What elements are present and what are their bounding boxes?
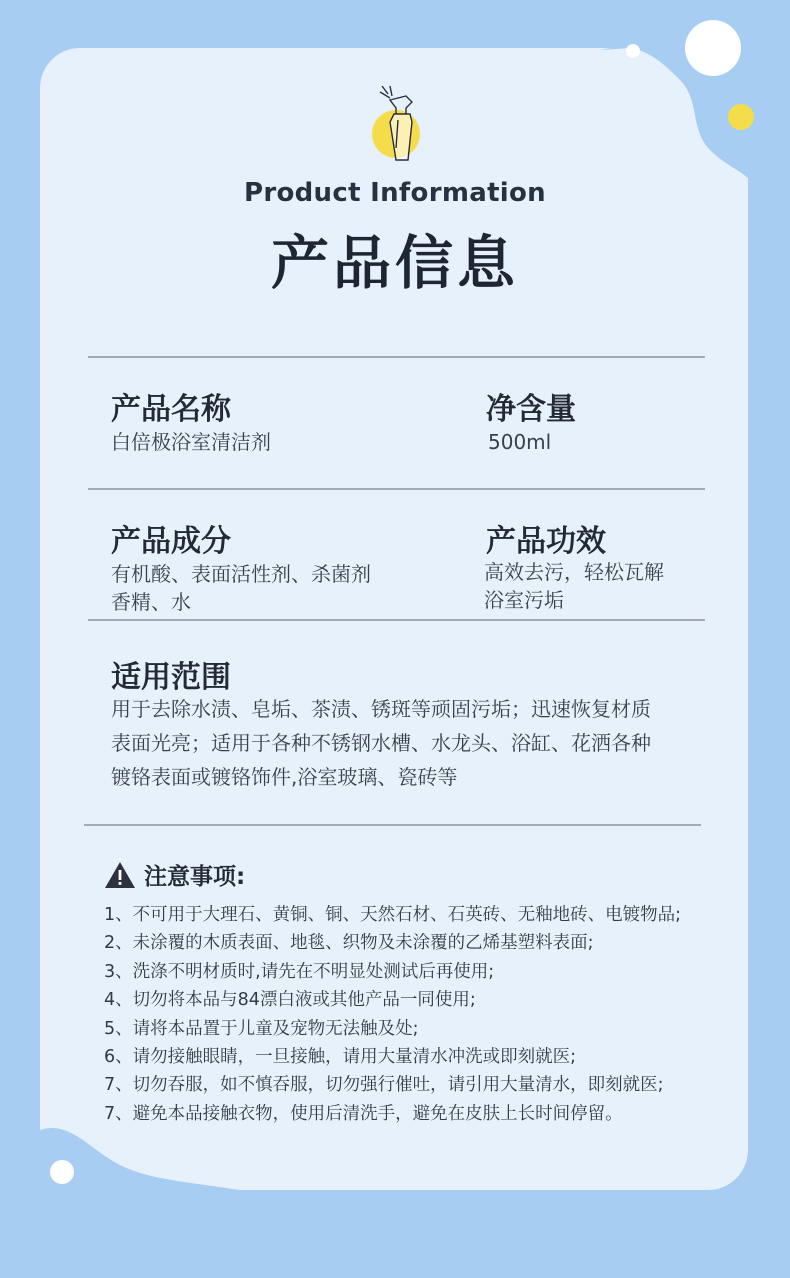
spray-bottle-icon [366, 78, 426, 168]
scope-text [111, 692, 711, 794]
effect-value-line1: 高效去污，轻松瓦解 [484, 560, 664, 584]
notice-item: 7、切勿吞服，如不慎吞服，切勿强行催吐，请引用大量清水，即刻就医; [104, 1075, 664, 1096]
notice-item: 6、请勿接触眼睛，一旦接触，请用大量清水冲洗或即刻就医; [104, 1047, 577, 1068]
effect-value-line2: 浴室污垢 [484, 588, 564, 612]
net-content-value: 500ml [488, 430, 552, 454]
notice-item: 5、请将本品置于儿童及宠物无法触及处; [104, 1018, 419, 1039]
notice-item: 3、洗涤不明材质时,请先在不明显处测试后再使用; [104, 961, 495, 982]
scope-label: 适用范围 [111, 660, 231, 695]
header-subtitle: Product Information [244, 178, 546, 208]
decor-circle-small-white [626, 44, 640, 58]
ingredients-label: 产品成分 [111, 524, 231, 559]
net-content-label: 净含量 [486, 392, 576, 427]
notice-item: 4、切勿将本品与84漂白液或其他产品一同使用; [104, 990, 476, 1011]
notice-item: 2、未涂覆的木质表面、地毯、织物及未涂覆的乙烯基塑料表面; [104, 933, 594, 954]
notice-header [104, 858, 245, 891]
notice-title: 注意事项: [144, 864, 246, 890]
divider [88, 488, 705, 490]
product-name-label: 产品名称 [111, 392, 231, 427]
warning-icon [104, 861, 136, 889]
scope-line: 镀铬表面或镀铬饰件,浴室玻璃、瓷砖等 [111, 765, 458, 789]
divider [84, 824, 701, 826]
decor-circle-bottom-left [50, 1160, 74, 1184]
divider [88, 619, 705, 621]
product-name-value: 白倍极浴室清洁剂 [111, 430, 271, 454]
ingredients-value-line2: 香精、水 [111, 590, 191, 614]
header-title: 产品信息 [270, 229, 519, 297]
scope-line: 表面光亮；适用于各种不锈钢水槽、水龙头、浴缸、花洒各种 [111, 731, 651, 755]
decor-circle-large [685, 20, 741, 76]
decor-circle-yellow [728, 104, 754, 130]
notice-item: 1、不可用于大理石、黄铜、铜、天然石材、石英砖、无釉地砖、电镀物品; [104, 905, 682, 925]
notice-item: 7、避免本品接触衣物，使用后清洗手，避免在皮肤上长时间停留。 [104, 1103, 623, 1124]
effect-label: 产品功效 [486, 524, 606, 559]
divider [88, 356, 705, 358]
ingredients-value-line1: 有机酸、表面活性剂、杀菌剂 [111, 562, 371, 586]
scope-line: 用于去除水渍、皂垢、茶渍、锈斑等顽固污垢；迅速恢复材质 [111, 697, 651, 721]
notice-list [104, 901, 744, 1128]
